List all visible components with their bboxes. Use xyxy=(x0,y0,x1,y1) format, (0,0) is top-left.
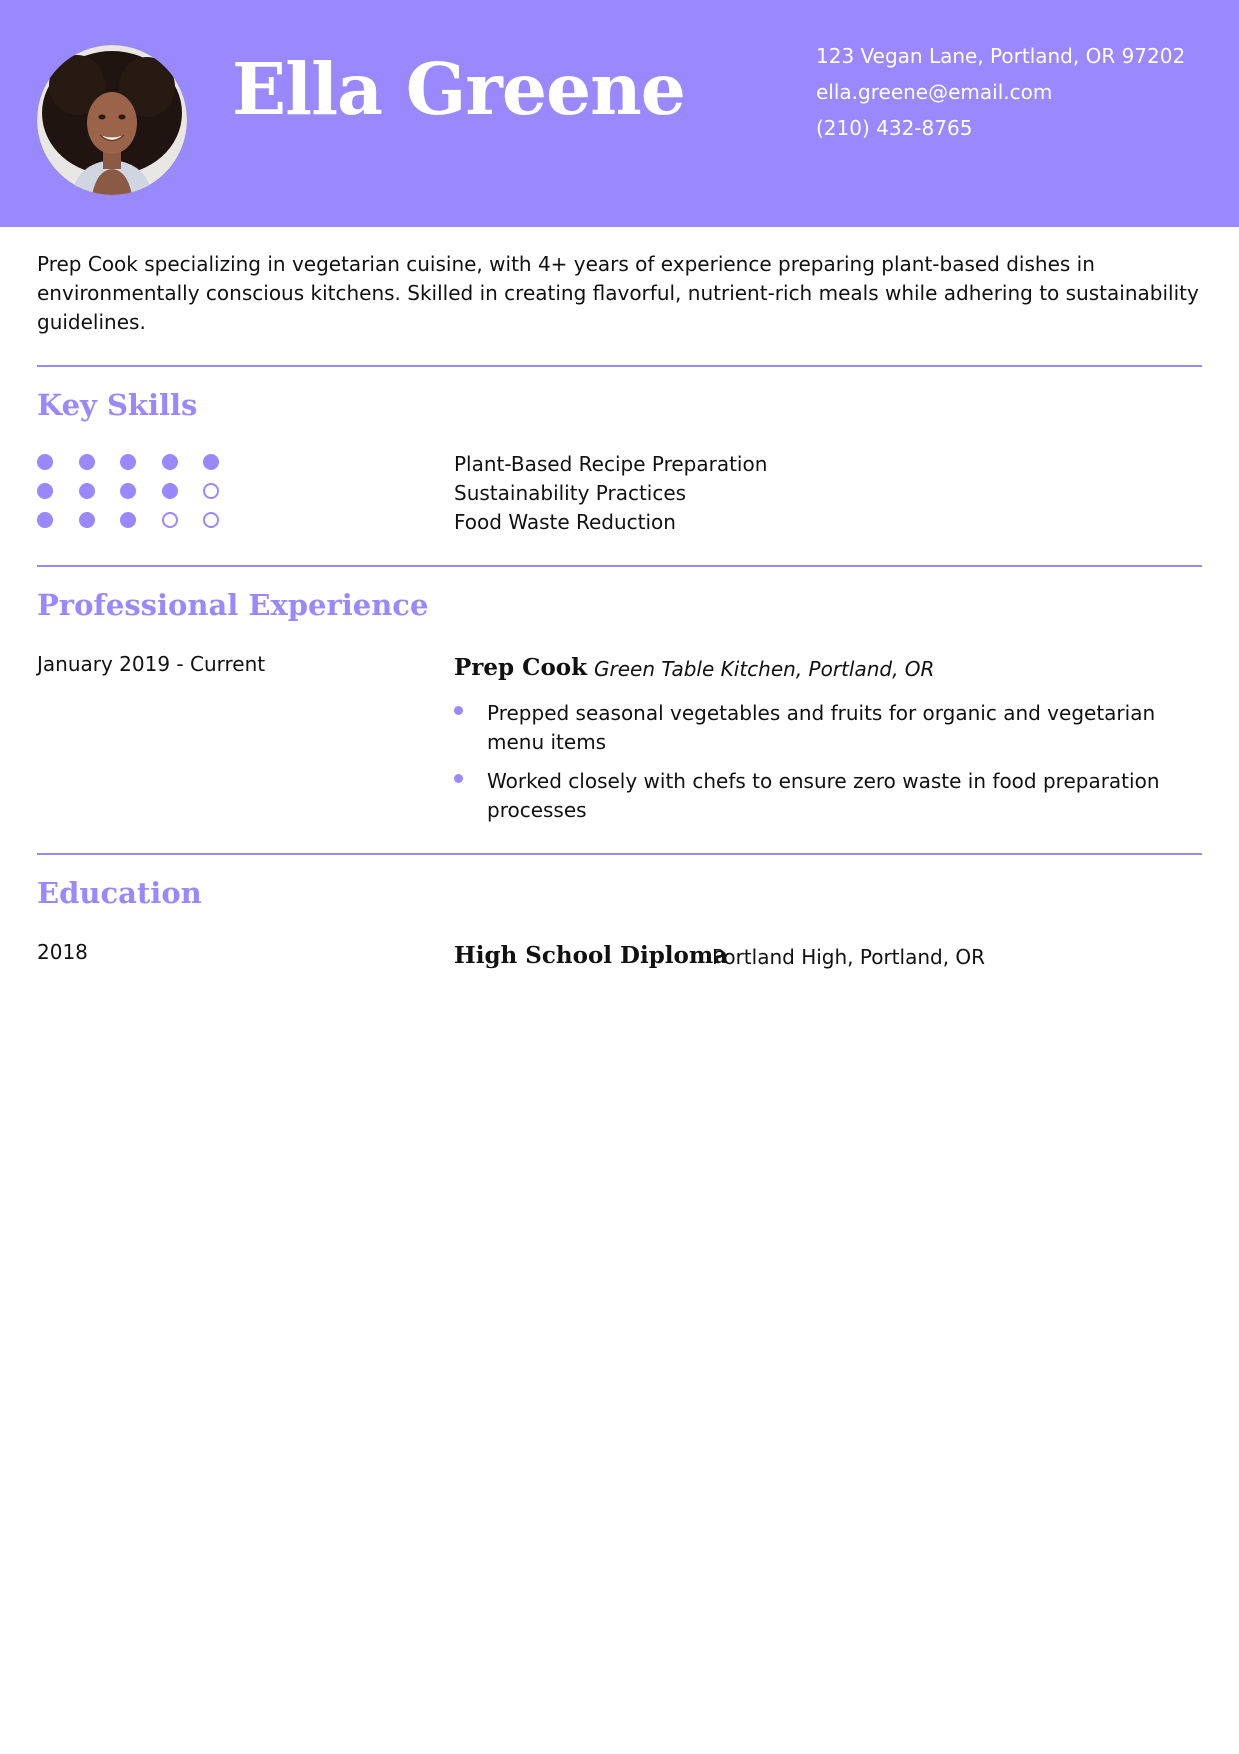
rating-dot-filled-icon xyxy=(79,454,95,470)
contact-block xyxy=(816,38,1185,146)
skill-name: Sustainability Practices xyxy=(454,481,687,505)
list-item xyxy=(454,767,1194,825)
education-school: Portland High, Portland, OR xyxy=(712,945,986,969)
bullet-text: Worked closely with chefs to ensure zero waste in food preparation processes xyxy=(487,769,1160,822)
rating-dot-filled-icon xyxy=(203,454,219,470)
education-degree: High School Diploma xyxy=(454,942,729,969)
skills-section-title: Key Skills xyxy=(37,388,198,422)
job-bullets xyxy=(454,699,1194,835)
rating-dot-filled-icon xyxy=(79,483,95,499)
rating-dot-filled-icon xyxy=(37,512,53,528)
skill-name: Plant-Based Recipe Preparation xyxy=(454,452,768,476)
summary-text: Prep Cook specializing in vegetarian cuisine, with 4+ years of experience preparing plant-based dishes in environmentally conscious kitchens. Skilled in creating flavorful, nutrient-rich meals while adhering to sustainability guidelines. xyxy=(37,252,1199,334)
rating-dot-filled-icon xyxy=(79,512,95,528)
section-divider xyxy=(37,565,1202,567)
rating-dot-empty-icon xyxy=(203,512,219,528)
rating-dot-filled-icon xyxy=(120,454,136,470)
avatar xyxy=(37,45,187,195)
bullet-icon xyxy=(454,706,463,715)
rating-dot-empty-icon xyxy=(162,512,178,528)
header-banner xyxy=(0,0,1239,227)
job-company: Green Table Kitchen, Portland, OR xyxy=(594,657,935,681)
contact-address: 123 Vegan Lane, Portland, OR 97202 xyxy=(816,44,1186,68)
rating-dot-filled-icon xyxy=(162,483,178,499)
skill-name: Food Waste Reduction xyxy=(454,510,676,534)
section-divider xyxy=(37,365,1202,367)
section-divider xyxy=(37,853,1202,855)
bullet-text: Prepped seasonal vegetables and fruits for organic and vegetarian menu items xyxy=(487,701,1156,754)
candidate-name: Ella Greene xyxy=(232,47,685,131)
experience-section-title: Professional Experience xyxy=(37,588,429,622)
education-section-title: Education xyxy=(37,876,202,910)
profile-photo xyxy=(37,45,187,195)
rating-dot-filled-icon xyxy=(37,483,53,499)
job-role: Prep Cook xyxy=(454,654,588,681)
list-item xyxy=(454,699,1194,757)
rating-dot-empty-icon xyxy=(203,483,219,499)
rating-dot-filled-icon xyxy=(37,454,53,470)
contact-email[interactable]: ella.greene@email.com xyxy=(816,80,1053,104)
rating-dot-filled-icon xyxy=(162,454,178,470)
rating-dot-filled-icon xyxy=(120,512,136,528)
bullet-icon xyxy=(454,774,463,783)
contact-phone[interactable]: (210) 432-8765 xyxy=(816,116,973,140)
job-dates: January 2019 - Current xyxy=(37,652,266,676)
education-year: 2018 xyxy=(37,940,88,964)
rating-dot-filled-icon xyxy=(120,483,136,499)
